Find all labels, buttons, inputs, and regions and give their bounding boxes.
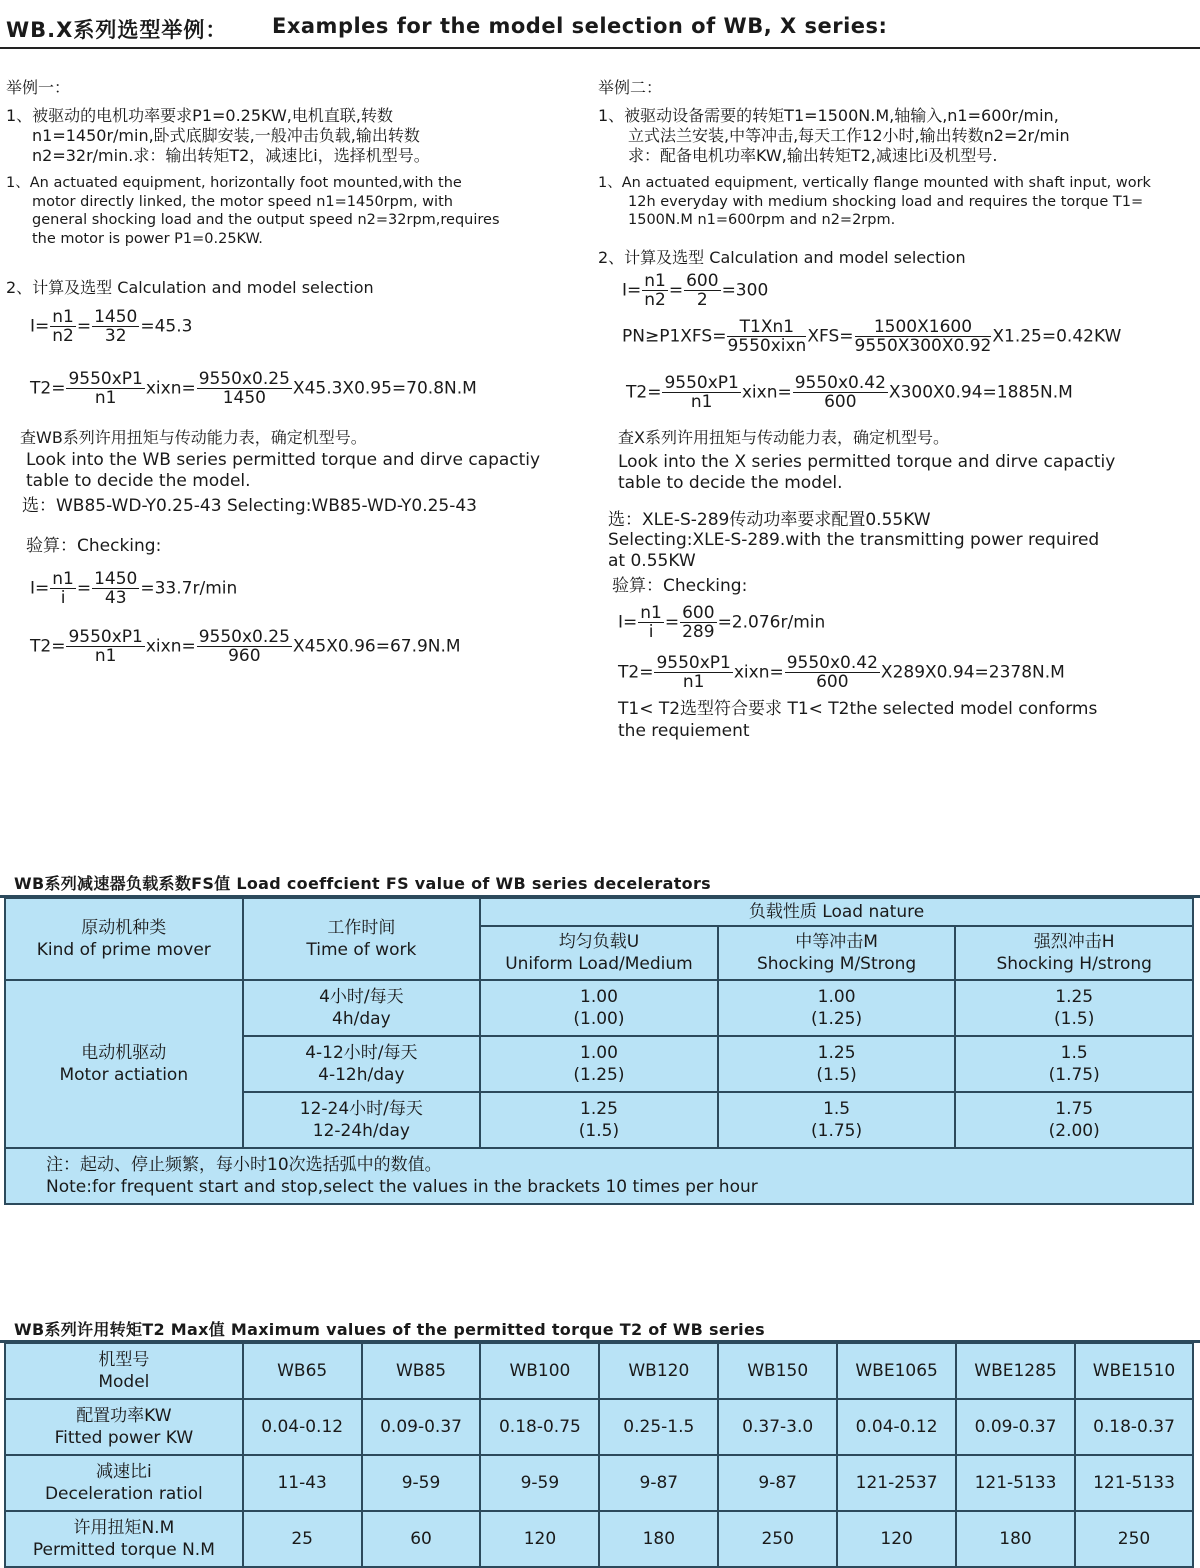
checking-label: 验算：Checking: [612, 576, 748, 596]
torque-cell: 250 [718, 1511, 837, 1567]
power-cell: 0.04-0.12 [243, 1399, 362, 1455]
fs-value-cell: 1.25 (1.5) [480, 1092, 718, 1148]
equation-check-torque: T2= $\frac{9550xP1}{n1}$ xixn= $\frac{9550x0.25}{960}$ X45X0.96=67.9N.M [30, 627, 461, 666]
fs-value-cell: 1.00 (1.25) [480, 1036, 718, 1092]
header-divider [0, 47, 1200, 49]
text-line: 12h everyday with medium shocking load and requires the torque T1= [628, 193, 1144, 210]
ratio-cell: 121-5133 [1075, 1455, 1193, 1511]
row-label-model: 机型号 Model [5, 1343, 243, 1399]
text-line: Look into the X series permitted torque and dirve capactiy [618, 452, 1116, 472]
fs-table-title: WB系列减速器负载系数FS值 Load coeffcient FS value of WB series decelerators [14, 874, 711, 893]
text-line: 1500N.M n1=600rpm and n2=2rpm. [628, 212, 896, 228]
fs-value-cell: 1.75 (2.00) [955, 1092, 1193, 1148]
torque-cell: 120 [480, 1511, 599, 1567]
text-line: the requiement [618, 721, 750, 741]
fs-table-note: 注：起动、停止频繁，每小时10次选括弧中的数值。 Note:for frequent start and stop,select the values in the brackets 10 times per hour [5, 1148, 1193, 1204]
model-cell: WBE1510 [1075, 1343, 1193, 1399]
power-cell: 0.18-0.75 [480, 1399, 599, 1455]
table-row-torque [5, 1511, 1193, 1567]
table-row-ratio [5, 1455, 1193, 1511]
checking-label: 验算：Checking: [26, 536, 162, 556]
text-line: n1=1450r/min,卧式底脚安装,一般冲击负载,输出转数 [32, 126, 420, 145]
text-line: general shocking load and the output speed n2=32rpm,requires [32, 212, 500, 228]
model-cell: WB100 [480, 1343, 599, 1399]
equation-torque: T2= $\frac{9550xP1}{n1}$ xixn= $\frac{9550x0.25}{1450}$ X45.3X0.95=70.8N.M [30, 369, 477, 408]
model-cell: WB85 [362, 1343, 481, 1399]
lookup-en [618, 452, 1115, 494]
torque-cell: 120 [837, 1511, 956, 1567]
text-line: at 0.55KW [608, 551, 696, 571]
ratio-cell: 9-59 [480, 1455, 599, 1511]
power-cell: 0.37-3.0 [718, 1399, 837, 1455]
text-line: 1、被驱动设备需要的转矩T1=1500N.M,轴输入,n1=600r/min, [598, 106, 1059, 125]
equation-torque: T2= $\frac{9550xP1}{n1}$ xixn= $\frac{9550x0.42}{600}$ X300X0.94=1885N.M [626, 373, 1073, 412]
example-1-desc-cn [6, 106, 430, 166]
page-header [0, 0, 1200, 60]
power-cell: 0.09-0.37 [362, 1399, 481, 1455]
text-line: 1、An actuated equipment, horizontally foot mounted,with the [6, 175, 462, 191]
power-cell: 0.09-0.37 [956, 1399, 1075, 1455]
ratio-cell: 11-43 [243, 1455, 362, 1511]
ratio-cell: 9-87 [718, 1455, 837, 1511]
torque-cell: 250 [1075, 1511, 1193, 1567]
equation-power: PN≥P1XFS= $\frac{T1Xn1}{\text{9550xixn}}$ XFS= $\frac{1500X1600}{9550X300X0.92}$ X1.25=0.42KW [622, 317, 1122, 356]
header-prime-mover: 原动机种类 Kind of prime mover [5, 898, 243, 980]
text-line: n2=32r/min.求：输出转矩T2，减速比i，选择机型号。 [32, 146, 430, 165]
selection-text-cn: 选：XLE-S-289传动功率要求配置0.55KW [608, 510, 931, 530]
text-line: 1、被驱动的电机功率要求P1=0.25KW,电机直联,转数 [6, 106, 393, 125]
torque-cell: 60 [362, 1511, 481, 1567]
time-cell: 12-24小时/每天 12-24h/day [243, 1092, 481, 1148]
text-line: Look into the WB series permitted torque and dirve capactiy [26, 450, 541, 470]
model-cell: WB65 [243, 1343, 362, 1399]
fs-table [4, 897, 1194, 1205]
equation-ratio: I= $\frac{n1}{n2}$ = $\frac{1450}{32}$ =45.3 [30, 307, 193, 346]
torque-table [4, 1342, 1194, 1568]
equation-check-torque: T2= $\frac{9550xP1}{n1}$ xixn= $\frac{9550x0.42}{600}$ X289X0.94=2378N.M [618, 653, 1065, 692]
torque-cell: 180 [956, 1511, 1075, 1567]
example-1-heading: 举例一： [6, 78, 71, 97]
equation-check-ratio: I= $\frac{n1}{i}$ = $\frac{600}{289}$ =2.076r/min [618, 603, 826, 642]
model-cell: WB120 [599, 1343, 718, 1399]
example-1-calc-heading: 2、计算及选型 Calculation and model selection [6, 278, 374, 297]
lookup-en [26, 450, 540, 492]
ratio-cell: 121-2537 [837, 1455, 956, 1511]
fs-value-cell: 1.25 (1.5) [718, 1036, 956, 1092]
page-title-en: Examples for the model selection of WB, X series: [272, 14, 888, 38]
fs-value-cell: 1.00 (1.00) [480, 980, 718, 1036]
ratio-cell: 121-5133 [956, 1455, 1075, 1511]
model-cell: WBE1285 [956, 1343, 1075, 1399]
header-load-nature: 负载性质 Load nature [480, 898, 1193, 926]
row-label-power: 配置功率KW Fitted power KW [5, 1399, 243, 1455]
text-line: 1、An actuated equipment, vertically flange mounted with shaft input, work [598, 175, 1151, 191]
text-line: T1< T2选型符合要求 T1< T2the selected model conforms [618, 699, 1098, 719]
example-2-desc-cn [598, 106, 1070, 166]
torque-cell: 25 [243, 1511, 362, 1567]
model-cell: WB150 [718, 1343, 837, 1399]
selection-text: 选：WB85-WD-Y0.25-43 Selecting:WB85-WD-Y0.25-43 [22, 496, 477, 516]
header-time-of-work: 工作时间 Time of work [243, 898, 481, 980]
text-line: motor directly linked, the motor speed n1=1450rpm, with [32, 193, 453, 210]
table-row [5, 980, 1193, 1036]
ratio-cell: 9-87 [599, 1455, 718, 1511]
text-line: the motor is power P1=0.25KW. [32, 230, 263, 247]
text-line: 求：配备电机功率KW,输出转矩T2,减速比i及机型号. [628, 146, 998, 165]
time-cell: 4-12小时/每天 4-12h/day [243, 1036, 481, 1092]
equation-check-ratio: I= $\frac{n1}{i}$ = $\frac{1450}{43}$ =33.7r/min [30, 569, 238, 608]
text-line: table to decide the model. [26, 471, 251, 491]
text-line: table to decide the model. [618, 473, 843, 493]
selection-text-en [608, 530, 1099, 572]
lookup-cn: 查WB系列许用扭矩与传动能力表，确定机型号。 [20, 428, 367, 447]
torque-table-title: WB系列许用转矩T2 Max值 Maximum values of the permitted torque T2 of WB series [14, 1320, 765, 1339]
header-uniform: 均匀负载U Uniform Load/Medium [480, 926, 718, 980]
ratio-cell: 9-59 [362, 1455, 481, 1511]
power-cell: 0.04-0.12 [837, 1399, 956, 1455]
conclusion [618, 698, 1097, 742]
page-title-cn: WB.X系列选型举例： [6, 18, 228, 42]
torque-cell: 180 [599, 1511, 718, 1567]
power-cell: 0.25-1.5 [599, 1399, 718, 1455]
fs-value-cell: 1.5 (1.75) [955, 1036, 1193, 1092]
fs-value-cell: 1.00 (1.25) [718, 980, 956, 1036]
table-row-model [5, 1343, 1193, 1399]
prime-mover-cell: 电动机驱动 Motor actiation [5, 980, 243, 1148]
example-1-desc-en [6, 174, 500, 248]
equation-ratio: I= $\frac{n1}{n2}$ = $\frac{600}{2}$ =300 [622, 271, 769, 310]
model-cell: WBE1065 [837, 1343, 956, 1399]
lookup-cn: 查X系列许用扭矩与传动能力表，确定机型号。 [618, 428, 949, 447]
example-2-desc-en [598, 174, 1151, 230]
example-2-heading: 举例二： [598, 78, 663, 97]
time-cell: 4小时/每天 4h/day [243, 980, 481, 1036]
example-2-calc-heading: 2、计算及选型 Calculation and model selection [598, 248, 966, 267]
power-cell: 0.18-0.37 [1075, 1399, 1193, 1455]
text-line: 立式法兰安装,中等冲击,每天工作12小时,输出转数n2=2r/min [628, 126, 1070, 145]
row-label-ratio: 减速比i Deceleration ratiol [5, 1455, 243, 1511]
row-label-torque: 许用扭矩N.M Permitted torque N.M [5, 1511, 243, 1567]
text-line: Selecting:XLE-S-289.with the transmitting power required [608, 530, 1100, 550]
fs-value-cell: 1.5 (1.75) [718, 1092, 956, 1148]
header-heavy: 强烈冲击H Shocking H/strong [955, 926, 1193, 980]
table-row-power [5, 1399, 1193, 1455]
fs-value-cell: 1.25 (1.5) [955, 980, 1193, 1036]
header-medium: 中等冲击M Shocking M/Strong [718, 926, 956, 980]
